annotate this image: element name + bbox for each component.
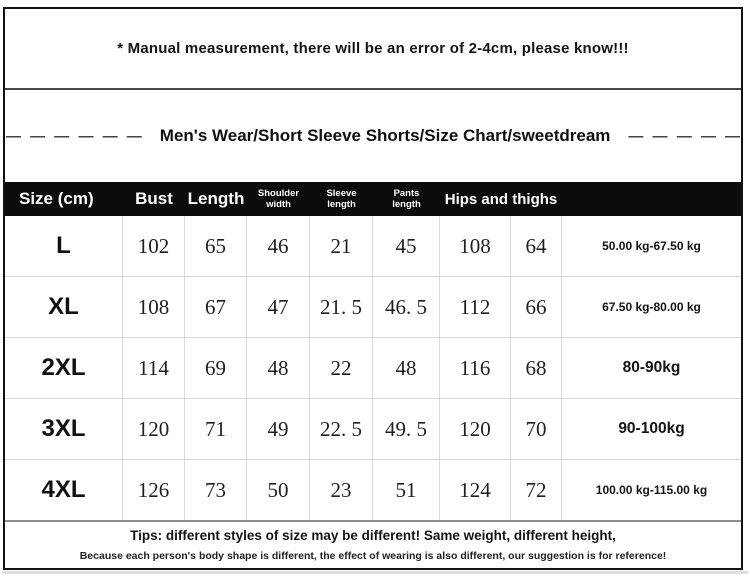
hips-cell: 120	[440, 399, 511, 459]
hips-cell: 116	[440, 338, 511, 398]
sleeve-length-cell: 22	[310, 338, 373, 398]
weight-cell	[562, 277, 741, 337]
hips-cell: 108	[440, 216, 511, 276]
pants-length-cell: 48	[373, 338, 440, 398]
title-bar	[5, 90, 741, 182]
title-left-dashes: — — — — — —	[5, 127, 142, 145]
thighs-cell: 70	[511, 399, 562, 459]
header-shoulder-width: Shoulder width	[257, 187, 300, 210]
weight-cell	[562, 338, 741, 398]
header-size: Size (cm)	[19, 189, 94, 208]
header-sleeve-length: Sleeve length	[326, 187, 357, 210]
sleeve-length-cell: 21. 5	[310, 277, 373, 337]
bust-cell: 120	[123, 399, 185, 459]
tips-line2: Because each person's body shape is different, the effect of wearing is also different, our suggestion is for reference!	[79, 550, 667, 562]
table-row-2xl	[5, 337, 741, 398]
weight-cell	[562, 460, 741, 520]
weight-cell	[562, 216, 741, 276]
shoulder-width-cell: 46	[247, 216, 310, 276]
notice-banner	[5, 9, 741, 90]
header-hips-and-thighs: Hips and thighs	[444, 190, 558, 208]
pants-length-cell: 46. 5	[373, 277, 440, 337]
pants-length-cell: 45	[373, 216, 440, 276]
thighs-cell: 72	[511, 460, 562, 520]
thighs-cell: 66	[511, 277, 562, 337]
length-cell: 69	[185, 338, 247, 398]
table-row-l	[5, 216, 741, 276]
shoulder-width-cell: 50	[247, 460, 310, 520]
size-cell: XL	[5, 277, 123, 337]
hips-cell: 124	[440, 460, 511, 520]
length-cell: 71	[185, 399, 247, 459]
shoulder-width-cell: 48	[247, 338, 310, 398]
bust-cell: 126	[123, 460, 185, 520]
pants-length-cell: 51	[373, 460, 440, 520]
tips-line1: Tips: different styles of size may be different! Same weight, different height,	[130, 528, 616, 543]
length-cell: 73	[185, 460, 247, 520]
sleeve-length-cell: 22. 5	[310, 399, 373, 459]
weight-cell	[562, 399, 741, 459]
shoulder-width-cell: 47	[247, 277, 310, 337]
table-row-4xl	[5, 459, 741, 520]
thighs-cell: 68	[511, 338, 562, 398]
table-header-row	[5, 182, 741, 216]
shoulder-width-cell: 49	[247, 399, 310, 459]
table-row-3xl	[5, 398, 741, 459]
table-row-xl	[5, 276, 741, 337]
size-cell: 4XL	[5, 460, 123, 520]
bust-cell: 114	[123, 338, 185, 398]
header-length: Length	[187, 189, 245, 208]
sleeve-length-cell: 23	[310, 460, 373, 520]
hips-cell: 112	[440, 277, 511, 337]
tips-footer	[5, 520, 741, 568]
bust-cell: 102	[123, 216, 185, 276]
header-pants-length: Pants length	[392, 187, 421, 210]
bottom-shadow	[2, 571, 748, 574]
header-bust: Bust	[135, 189, 173, 208]
pants-length-cell: 49. 5	[373, 399, 440, 459]
length-cell: 67	[185, 277, 247, 337]
notice-text: * Manual measurement, there will be an error of 2-4cm, please know!!!	[117, 40, 629, 57]
weight-text: 80-90kg	[622, 359, 681, 376]
length-cell: 65	[185, 216, 247, 276]
weight-text: 90-100kg	[618, 420, 685, 437]
title-right-dashes: — — — — —	[628, 127, 741, 145]
size-cell: 2XL	[5, 338, 123, 398]
bust-cell: 108	[123, 277, 185, 337]
size-cell: 3XL	[5, 399, 123, 459]
size-cell: L	[5, 216, 123, 276]
sleeve-length-cell: 21	[310, 216, 373, 276]
size-chart-sheet	[3, 7, 743, 570]
weight-text: 100.00 kg-115.00 kg	[595, 483, 708, 497]
thighs-cell: 64	[511, 216, 562, 276]
weight-text: 50.00 kg-67.50 kg	[602, 239, 701, 253]
page-title: Men's Wear/Short Sleeve Shorts/Size Chart/sweetdream	[159, 126, 611, 145]
weight-text: 67.50 kg-80.00 kg	[602, 300, 701, 314]
